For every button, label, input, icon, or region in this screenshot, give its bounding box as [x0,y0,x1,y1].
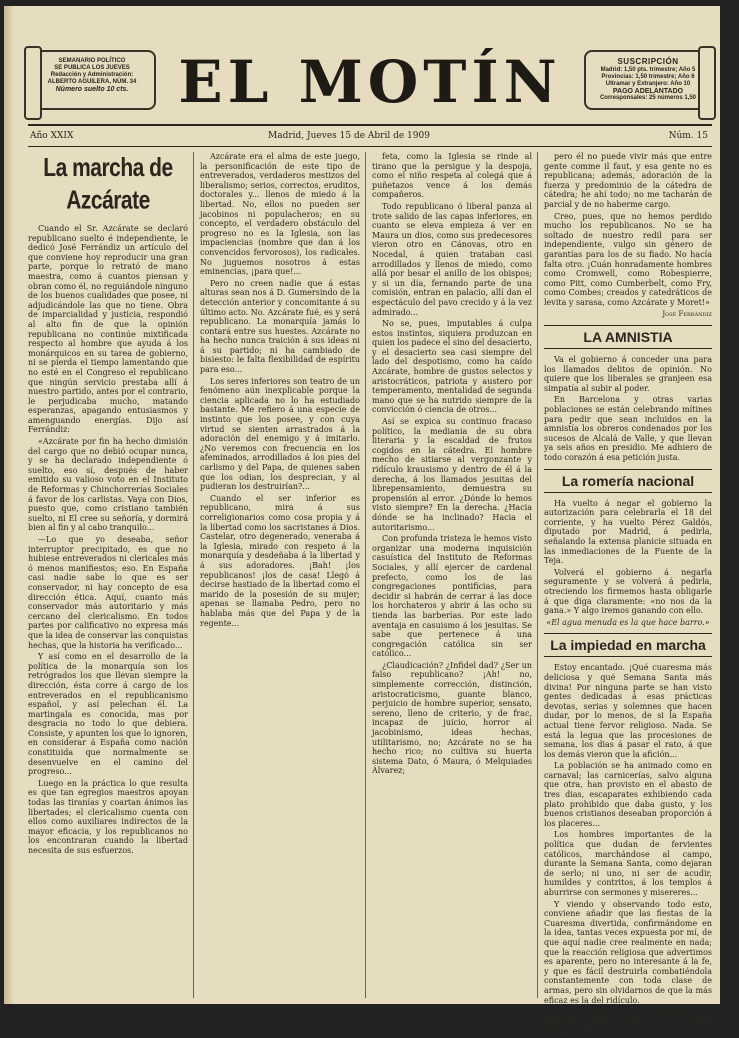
section-heading-impiedad: La impiedad en marcha [544,633,712,657]
ornament-right [698,46,716,120]
article-paragraph: Cuando el ser inferior es republicano, mira á sus correligionarios como cosa propia y á la libertad como los sacristanes á Dios. Castelar, otro degenerado, veneraba á la Iglesia, mirado con respeto á la monarquía y desdeñaba á la libertad y á sus adoradores. ¡Bah! ¡los republicanos! ¡los de casa! Llegó á decirse hastiado de la libertad como el marido de la posesión de su mujer; apenas se llamaba Pedro, pero no hablaba más que del Papa y de la regente... [200,493,360,628]
article-paragraph: Todo republicano ó liberal panza al trote salido de las capas inferiores, en cuanto se eleva empieza á ver en Maura un dios, como sus predecesores vieron otro en Cánovas, otro en Nocedal, á quien trataban casi arrodillados y llenos de miedo, como allá por besar el anillo de los obispos; y si un día, fernando parte de una comisión, entran en palacio, allí dan el espectáculo del pavo crecido y á la vez admirado... [372,201,532,317]
left-box-line: ALBERTO AGUILERA, NÚM. 34 [47,79,137,85]
issue-year: Año XXIX [30,131,74,141]
right-box-heading: SUSCRIPCIÓN [617,57,679,66]
issue-date: Madrid, Jueves 15 de Abril de 1909 [268,131,430,141]
article-headline: La marcha de Azcárate [43,153,173,215]
column-divider [537,152,538,998]
right-box-line: Provincias: 1,50 trimestre; Año 6 [601,74,695,80]
article-paragraph: pero él no puede vivir más que entre gente comme il faut, y esa gente no es republicana; además, adoración de la fuerza y predominio de la cátedra de cátedra; he ahí todo; no me tacharán de parcial y de no haberme cargo. [544,152,712,209]
right-box-line: Ultramar y Extranjero: Año 10 [605,81,691,87]
article-paragraph: La carcajada es el explosivo más poderoso para destruir el agitado baluarte clerical [544,1007,712,1036]
column-1 [28,152,188,858]
masthead [28,48,712,120]
article-paragraph: Y así como en el desarrollo de la política de la monarquía son los retrógrados los que llevan siempre la dirección, ésta corre á cargo de los entreverados en el republicanismo español, y así pelechan él. La martingala es conocida, mas por desgracia no todo lo que debiera. Consiste, y apunten los que lo ignoren, en considerar á España como nación constituida que normalmente se desenvuelve en el camino del progreso... [28,652,188,777]
newspaper-page [4,6,720,1036]
article-paragraph: Azcárate era el alma de este juego, la personificación de este tipo de entreverados, verdaderos mestizos del liberalismo; serios, correctos, eruditos, doctorales y... llenos de miedo á la libertad. No, ellos no pueden ser jacobinos ni populacheros; en su concepto, el verdadero obstáculo del progreso no es la Iglesia, son las impaciencias (nombre que dan á los convencidos fervorosos), los radicales. No juguemos nosotros á estas eminencias, ¡para que!... [200,152,360,277]
column-divider [365,152,366,998]
section-heading-amnistia: LA AMNISTIA [544,325,712,349]
subscription-info-right [584,50,712,110]
article-paragraph: feta, como la Iglesia se rinde al tirano que la persigue y la despoja, como el niño respeta al colegá que á puñetazos vence á los demás compañeros. [372,152,532,200]
subscription-info-left [28,50,156,110]
article-paragraph: Y viendo y observando todo esto, conviene añadir que las fiestas de la Cuaresma divertida, confirmándome en la idea, tantas veces expuesta por mí, de que aquí nadie cree realmente en nada; que la reacción religiosa que advertimos es aparente, pero no interesante á la fe, y que es fácil destruirla combatiéndola constantemente con toda clase de armas, pero sin olvidarnos de que la más eficaz es la del ridículo. [544,899,712,1005]
article-paragraph: «Azcárate por fin ha hecho dimisión del cargo que no debió ocupar nunca, y se ha declarado independiente ó suelto, eso sí, después de haber emitido su valioso voto en el Instituto de Reformas y Chinchorrerías Sociales á favor de los carlistas. Vaya con Dios, puesto que, como cristiano también suelto, ni El cree su señoría, y dormirá bien al fin y al cabo tranquilo... [28,437,188,533]
left-box-line: SEMANARIO POLÍTICO [58,58,126,64]
article-paragraph: En Barcelona y otras varias poblaciones se están celebrando mítines para pedir que sean incluidos en la amnistía los obreros condenados por los sucesos de Alcalá de Valle, y que llevan ya seis años en presidio. Me adhiero de todo corazón á esa petición justa. [544,395,712,463]
column-4 [544,152,712,1038]
left-box-line: Número suelto 10 cts. [55,86,129,93]
column-divider [193,152,194,998]
article-paragraph: La población se ha animado como en carnaval; las carnicerías, salvo alguna que otra, han provisto en el abasto de tres dias, escaparates exhibiendo cada plato prohibido que daba gusto, y los buenos cristianos deseaban proporción á los placeres... [544,761,712,828]
article-paragraph: Los hombres importantes de la política que dudan de fervientes católicos, marchándose al campo, durante la Semana Santa, como dejaran de serlo; ni uno, ni ser de acudir, humildes y contritos, á los templos á aburrirse con sermones y misereres... [544,830,712,897]
article-paragraph: —Lo que yo deseaba, señor interruptor precipitado, es que no hubiese entreverados ni clericales más ó menos manifiestos; eso. En España casi nadie sabe lo que es ser conservador, ni hay concepto de esa dirección ética. Aquí, cuanto más conservador más autoritario y más cercano del clericalismo. En todos partes por calificativo no expresa más que la idea de conservar las conquistas hechas, que la historia ha verificado... [28,535,188,650]
article-paragraph: ¿Claudicación? ¿Infidel dad? ¿Ser un falso republicano? ¡Ah! no, simplemente corrección, distinción, aristocraticismo, guante blanco, perjuicio de hombre superior, sensato, sereno, lleno de criterio, y de frac, incapaz de juicio, horror al jacobinismo, ideas hechas, utilitarismo, no; Azcárate no se ha hecho rico; no cultiva su huerta sistema Dato, ó Maura, ó Melquiades Álvarez; [372,660,532,776]
column-3 [372,152,532,778]
dateline [28,124,712,147]
newspaper-title: EL MOTÍN [178,48,562,116]
article-paragraph: Va el gobierno á conceder una para los llamados delitos de opinión. No quiere que los liberales se granjeen esa simpatía al subir al poder. [544,355,712,393]
article-paragraph: Los seres inferiores son teatro de un fenómeno aún inexplicable porque la ciencia aplicada no lo ha estudiado bastante. Me refiero á una especie de instinto que los posee, y con cuya virtud se sienten arrastrados á la adoración del enemigo y á imitarlo. ¿No veremos con frecuencia en los afeminados, arrodillados á los pies del carlismo y del Papa, de quienes saben que los odian, los desprecian, y al pudieran los destruirían?... [200,376,360,492]
issue-number: Núm. 15 [668,131,708,141]
article-paragraph: Volverá el gobierno á negarla seguramente y se volverá á pedirla, otreciendo los firmemos hasta obligarle á que diga claramente: «no nos da la gana.» Y algo iremos ganando con ello. [544,567,712,616]
article-paragraph: Así se expica su continuo fracaso político, la mediania de su obra literaria y la escaldad de frutos cogidos en la cátedra. El hombre mecho de sitiarse al vergonzante y ridículo krausismo y dentro de él á la derecha, á los llamados jesuitas del librepensamiento, demuestra su propensión al error. ¿Dónde lo hemos visto siempre? En la derecha. ¿Hacia dónde se ha inclinado? Hacia el autoritarismo... [372,417,532,532]
article-paragraph: Creo, pues, que no hemos perdido mucho los republicanos. No se ha soltado de nuestro redil para ser independiente, vulgo sin género de garantías para los de su fiado. No hacía falta otro. ¡Cuán honradamente hombres como Cromwell, como Robespierre, como Pitt, como Cumberbelt, como Fry, como Combes; creados y catedráticos de levita y sarasa, como Azcárate y Moret!» [544,211,712,307]
article-paragraph: Ha vuelto á negar el gobierno la autorización para celebrarla el 18 del corriente, y ha vuelto Pérez Galdós, diputado por Madrid, á pedirla, señalando la extensa planicie situada en las inmediaciones de la Fuente de la Teja. [544,498,712,566]
column-2 [200,152,360,630]
quote-verse: «El agua menuda es la que hace barro.» [546,617,710,627]
article-paragraph: Luego en la práctica lo que resulta es que tan egregios maestros apoyan todas las tiranías y coartan ánimos las libertades; el clericalismo cuenta con ellos como auxiliares indirectos de la mayor eficacia, y los republicanos no los encontraran cuando la libertad necesita de sus esfuerzos. [28,778,188,855]
article-paragraph: Pero no creen nadie que á estas alturas sean nos á D. Gumersindo de la detección anterior y concomitante á su último acto. No. Azcárate fué, es y será republicano. La monarquía jamás lo contará entre sus huestes. Azcárate no ha hecho nunca traición á sus ideas ni á su partido; ni ha cambiado de bisiesto: le falta flexibilidad de espíritu para eso... [200,278,360,375]
left-box-line: SE PUBLICA LOS JUEVES [54,65,130,71]
article-paragraph: No se, pues, imputables á culpa estos instintos, siquiera produzcan en quien los padece el sino del desacierto, y el desacierto sea casi siempre del lado del despotismo, como ha caído Azcárate, hombre de gustos selectos y aristocráticos, patriota y austero por temperamento, mentalidad de segunda mano que se ha nutrido siempre de la convicción ó ciencia de otros... [372,319,532,415]
right-box-line: PAGO ADELANTADO [612,88,684,95]
left-box-line: Redacción y Administración: [50,72,134,78]
article-paragraph: Con profunda tristeza le hemos visto organizar una moderna inquisición casuística del Instituto de Reformas Sociales, y allí ejercer de cardenal prefecto, como los de las congregaciones pontificias, para decidir si habrán de cerrar á las doce los horchateros y abrir á las ocho su tienda las barberías. Por este lado aventaja en casuismo á los jesuitas. Se sabe que pertenece á una congregación católica sin ser católico... [372,534,532,659]
right-box-line: Madrid: 1,50 pts. trimestre; Año 5 [600,67,696,73]
section-heading-romeria: La romería nacional [544,469,712,493]
ornament-left [24,46,42,120]
article-signature: José Ferrándiz [662,309,712,318]
right-box-line: Corresponsales: 25 números 1,50 [599,95,697,101]
article-paragraph: Cuando el Sr. Azcárate se declaró republicano suelto é independiente, le dedicó José Ferrándiz un artículo del que conviene hoy reproducir una gran parte, porque lo retrató de mano maestra, como á cuantos piensan y obran como él, no reguiándole ninguno de los buenos cualidades que posee, ni adjudicándole las que no tiene. Obra de imparcialidad y justicia, respondió al alto fin de que la opinión republicana no continúe mixtificada respecto al hombre que ayuda á los monárquicos en su tarea de gobierno, ni se pierda el tiempo lamentando que no esté en el Congreso el republicano que ningún servicio prestaba allí á nuestro partido, antes por el contrario, le perjudicaba mucho, matando esperanzas, apagando entusiasmos y amenguando energías. Dijo así Ferrándiz: [28,224,188,435]
article-paragraph: Estoy encantado. ¡Qué cuaresma más deliciosa y qué Semana Santa más divina! Por ninguna parte se han visto gentes dedicadas á esas prácticas devotas, serias y solemnes que hacen dudar, por lo menos, de si la España actual tiene fervor religioso. Nada. Se está la legua que las procesiones de semana, los dias á pasar el rato, á que los demás vieron que la afición... [544,663,712,759]
